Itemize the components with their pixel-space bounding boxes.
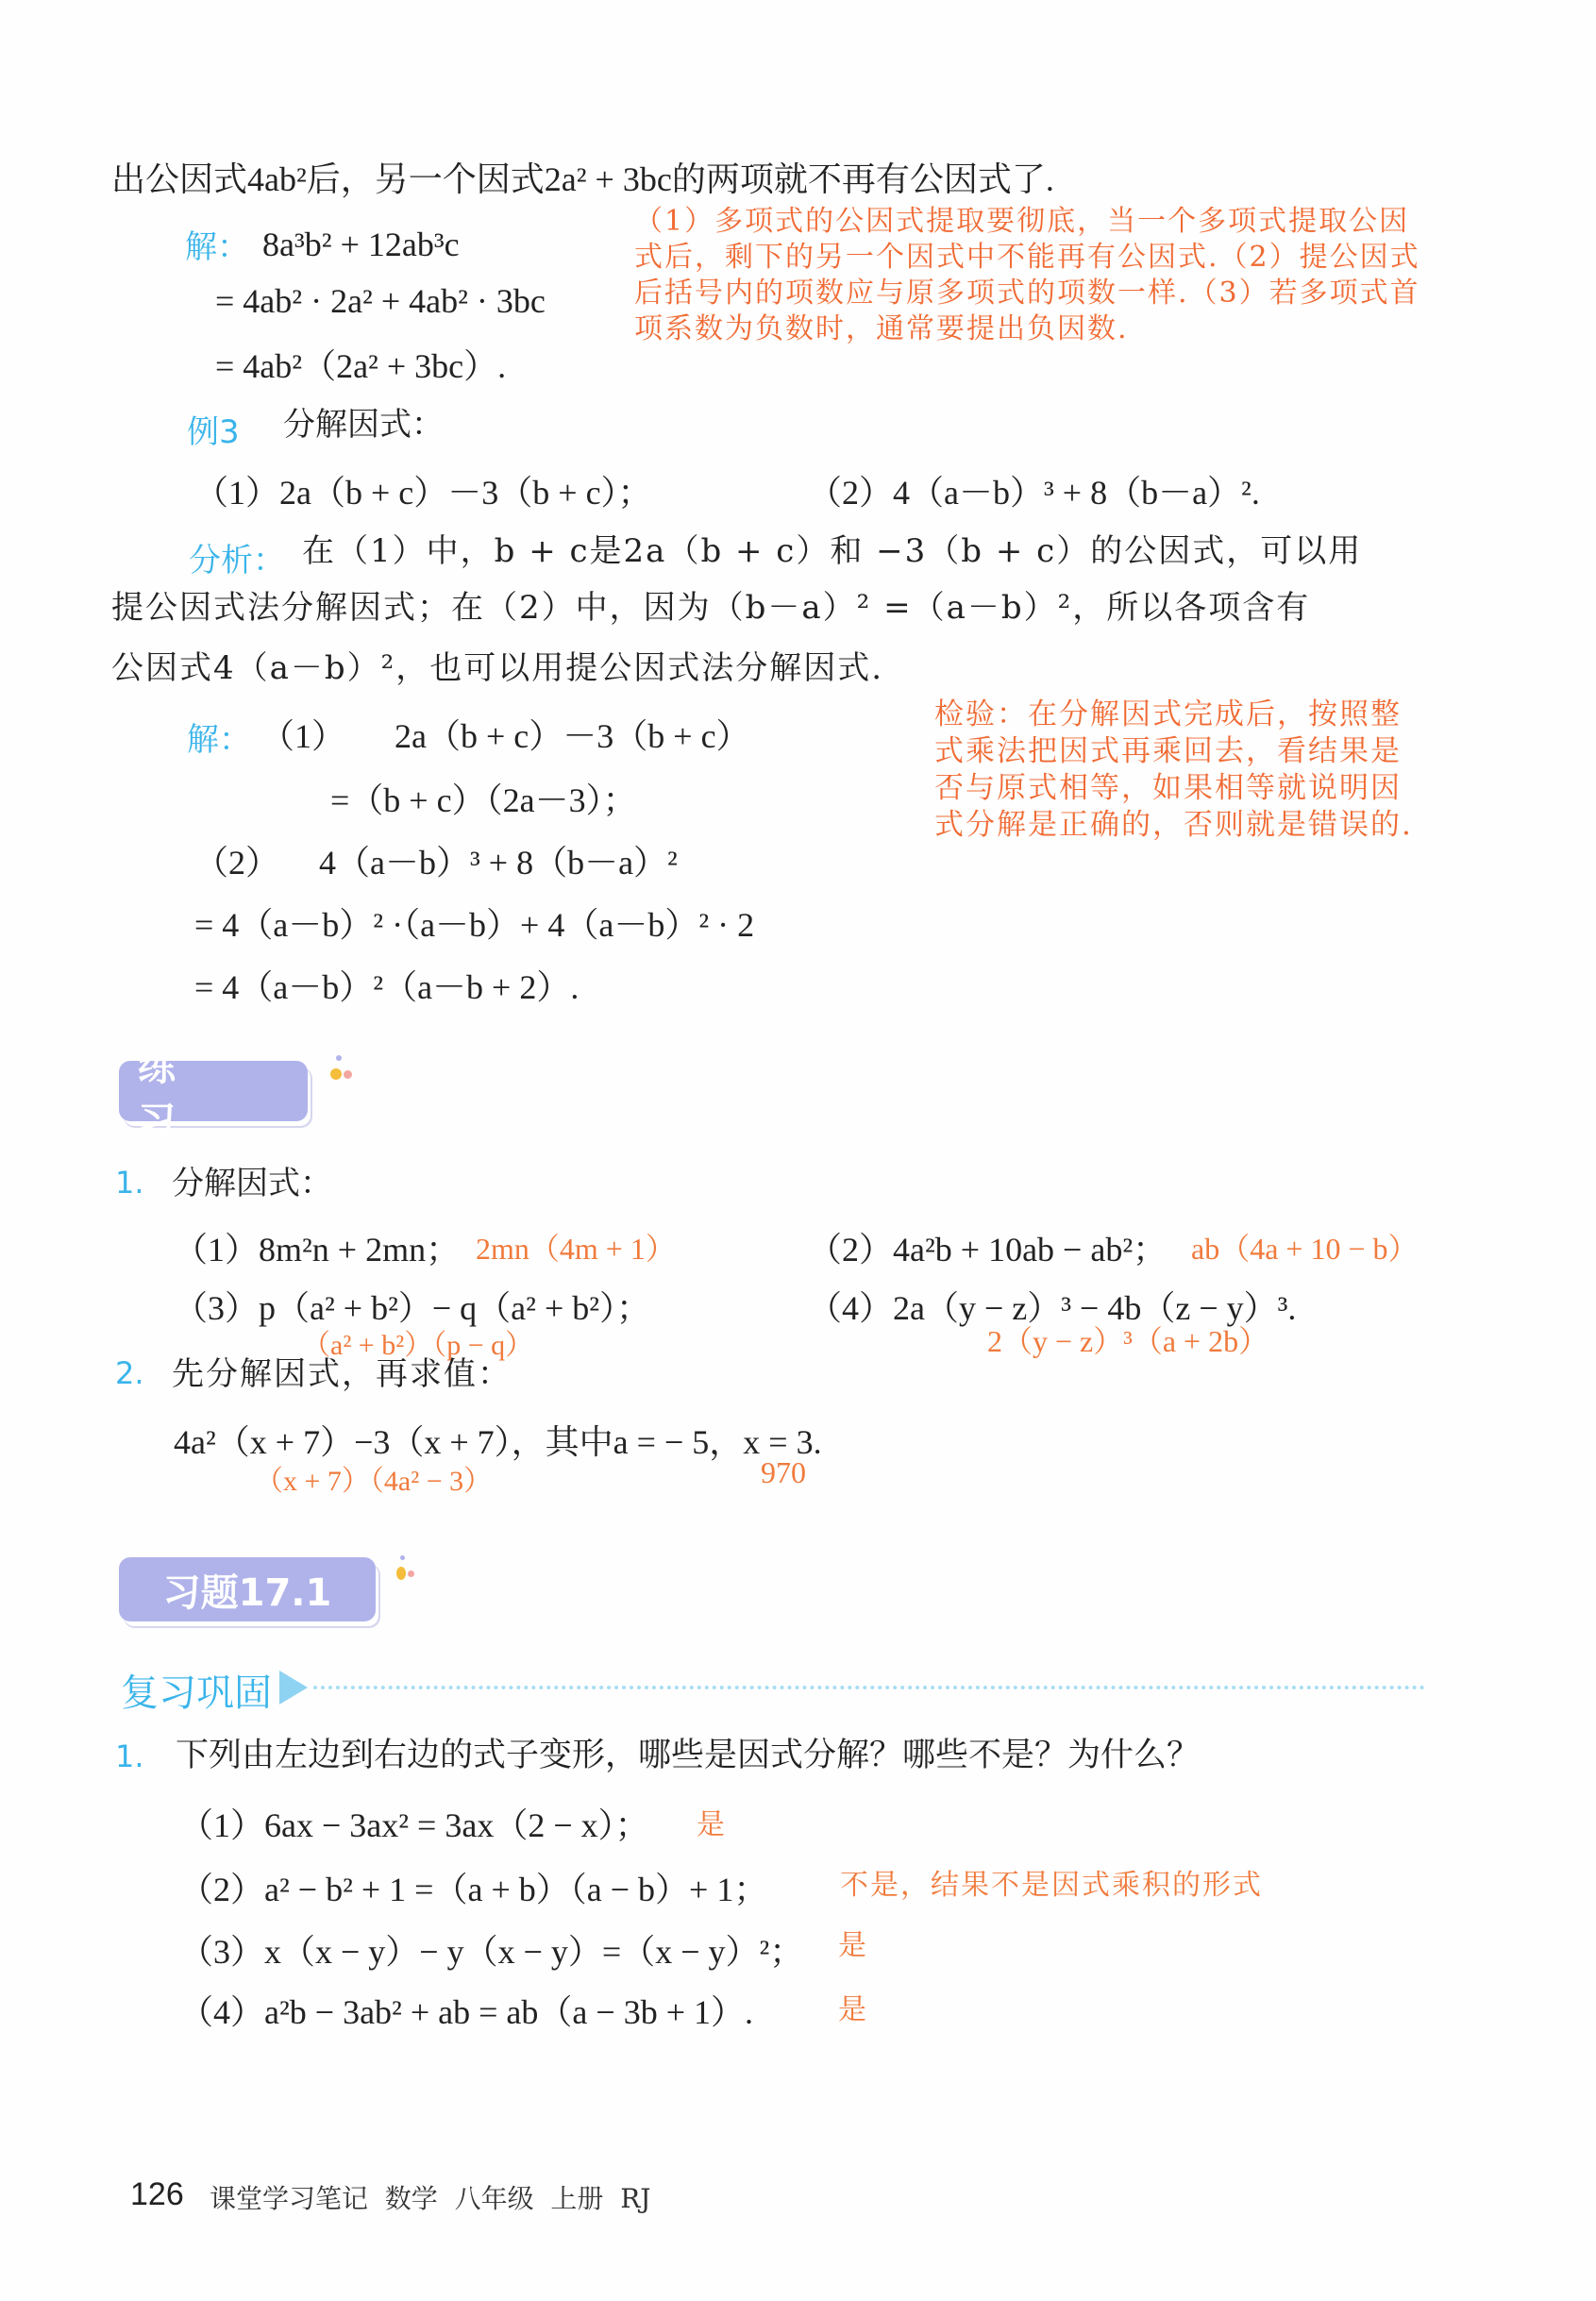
exercise-badge xyxy=(119,1557,376,1621)
exercise-q1-item-2: （2）a² − b² + 1 =（a + b）（a − b）+ 1； xyxy=(179,1871,768,1908)
decorative-dot-yellow xyxy=(330,1068,342,1080)
exercise-q1-number: 1. xyxy=(115,1738,144,1774)
exercise-q1-prompt: 下列由左边到右边的式子变形，哪些是因式分解？哪些不是？为什么？ xyxy=(176,1737,1201,1774)
decorative-dot-purple xyxy=(336,1055,342,1061)
page-number: 126 xyxy=(130,2176,184,2212)
solution-line-1: 8a³b² + 12ab³c xyxy=(262,226,460,263)
practice-q1-answer-3: （a² + b²）（p − q） xyxy=(302,1330,534,1361)
practice-q1-item-4: （4）2a（y − z）³ − 4b（z − y）³. xyxy=(808,1289,1297,1327)
solution-line-2: = 4ab² · 2a² + 4ab² · 3bc xyxy=(215,282,546,320)
solution3-p1-line2: =（b + c）（2a－3）； xyxy=(330,781,637,819)
exercise-q1-answer-4: 是 xyxy=(838,1993,866,2026)
example3-prompt: 分解因式： xyxy=(283,406,444,444)
handwritten-note-common-factor: （1）多项式的公因式提取要彻底，当一个多项式提取公因式后，剩下的另一个因式中不能再有公因式.（2）提公因式后括号内的项数应与原多项式的项数一样.（3）若多项式首项系数为负数时，通常要提出负因数. xyxy=(634,205,1420,345)
example3-label: 例3 xyxy=(187,413,240,451)
review-arrow-icon xyxy=(279,1671,308,1705)
practice-q1-answer-4: 2（y − z）³（a + 2b） xyxy=(987,1324,1269,1358)
analysis-line-3: 公因式4（a－b）²，也可以用提公因式法分解因式. xyxy=(111,649,884,687)
solution3-p1-label: （1） xyxy=(260,717,346,755)
practice-q1-answer-2: ab（4a + 10 − b） xyxy=(1191,1232,1419,1266)
practice-q2-value-answer: 970 xyxy=(761,1455,806,1489)
practice-q2-factor-answer: （x + 7）（4a² − 3） xyxy=(255,1466,493,1497)
solution-label: 解： xyxy=(185,228,249,266)
book-title: 课堂学习笔记 数学 八年级 上册 RJ xyxy=(210,2183,651,2214)
example3-problem-1: （1）2a（b + c）－3（b + c）； xyxy=(194,474,652,512)
exercise-q1-item-4: （4）a²b − 3ab² + ab = ab（a − 3b + 1）. xyxy=(179,1993,753,2031)
solution3-p2-label: （2） xyxy=(194,844,280,882)
practice-q1-number: 1. xyxy=(115,1165,144,1201)
practice-q2-prompt: 先分解因式，再求值： xyxy=(172,1355,512,1393)
practice-q2-number: 2. xyxy=(115,1355,144,1391)
solution3-label: 解： xyxy=(187,721,251,759)
exercise-q1-item-1: （1）6ax − 3ax² = 3ax（2 − x）； xyxy=(179,1806,649,1844)
practice-q1-item-2: （2）4a²b + 10ab − ab²； xyxy=(808,1231,1168,1268)
review-dotted-divider xyxy=(313,1686,1425,1689)
decorative-dot-pink-2 xyxy=(408,1570,414,1577)
exercise-q1-answer-2: 不是，结果不是因式乘积的形式 xyxy=(840,1869,1263,1902)
review-section-title: 复习巩固 xyxy=(121,1671,272,1715)
exercise-badge-label: 习题17.1 xyxy=(162,1570,332,1615)
solution3-p2-line1: 4（a－b）³ + 8（b－a）² xyxy=(319,844,678,882)
exercise-q1-answer-1: 是 xyxy=(697,1808,725,1841)
practice-q1-item-3: （3）p（a² + b²）− q（a² + b²）； xyxy=(174,1289,651,1327)
practice-q2-expression: 4a²（x + 7）−3（x + 7），其中a = − 5，x = 3. xyxy=(174,1423,822,1461)
analysis-line-2: 提公因式法分解因式；在（2）中，因为（b－a）² =（a－b）²，所以各项含有 xyxy=(111,589,1311,627)
intro-line: 出公因式4ab²后，另一个因式2a² + 3bc的两项就不再有公因式了. xyxy=(111,160,1054,198)
practice-q1-answer-1: 2mn（4m + 1） xyxy=(476,1232,676,1266)
practice-q1-prompt: 分解因式： xyxy=(172,1165,332,1202)
decorative-dot-pink xyxy=(344,1070,352,1079)
solution3-p2-line2: = 4（a－b）² ·（a－b）+ 4（a－b）² · 2 xyxy=(194,906,755,944)
example3-problem-2: （2）4（a－b）³ + 8（b－a）². xyxy=(808,474,1260,512)
practice-q1-item-1: （1）8m²n + 2mn； xyxy=(174,1231,461,1268)
solution3-p2-line3: = 4（a－b）²（a－b + 2）. xyxy=(194,968,580,1006)
decorative-dot-yellow-2 xyxy=(396,1567,406,1580)
exercise-q1-answer-3: 是 xyxy=(838,1929,866,1962)
exercise-q1-item-3: （3）x（x − y）− y（x − y）=（x − y）²； xyxy=(179,1933,804,1971)
practice-badge xyxy=(119,1046,308,1143)
solution3-p1-line1: 2a（b + c）－3（b + c） xyxy=(395,717,750,755)
practice-badge-label: 练 习 xyxy=(138,1046,204,1143)
handwritten-note-verification: 检验：在分解因式完成后，按照整式乘法把因式再乘回去，看结果是否与原式相等，如果相等就说明因式分解是正确的，否则就是错误的. xyxy=(934,697,1413,842)
analysis-line-1: 在（1）中，b + c是2a（b + c）和 −3（b + c）的公因式，可以用 xyxy=(302,532,1363,570)
decorative-dot-purple-2 xyxy=(400,1555,405,1560)
solution-line-3: = 4ab²（2a² + 3bc）. xyxy=(215,347,507,385)
analysis-label: 分析： xyxy=(189,542,285,579)
